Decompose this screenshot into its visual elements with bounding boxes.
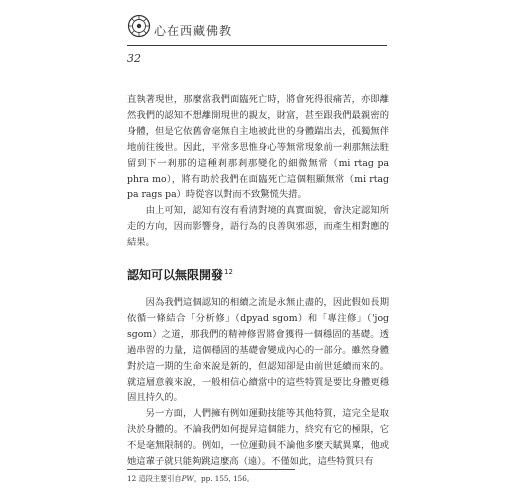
ornamental-emblem-icon [127,14,151,38]
running-title: 心在西藏佛教 [154,24,233,38]
footnote-number: 12 [127,474,137,483]
footnote-marker[interactable]: 12 [224,268,233,277]
footnote-source: PW [181,474,194,483]
header-rule [127,45,387,46]
paragraph-3: 因為我們這個認知的相續之流是永無止盡的，因此假如長期依循一條結合「分析修」（dpyad sgom）和「專注修」（'jog sgom）之道，那我們的精神修習將會獲得一個穩固的基礎。透過串習的力量，這個穩固的基礎會變成內心的一部分。雖然身體對於這一期的生命來說是新的，但認知卻是由前世延續而來的。就這層意義來說，一般相信心續當中的這些特質是要比身體更穩固且持久的。 [127,296,389,404]
section-heading-text: 認知可以無限開發 [127,268,224,283]
footnote [127,474,389,484]
paragraph-1: 直執著現世，那麼當我們面臨死亡時，將會死得很痛苦，亦即離然我們的認知不想離開現世的親友，財富，甚至跟我們最親密的身體，但是它依舊會毫無自主地被此世的身體踹出去，孤獨無伴地前往後世。因此，平常多思惟身心等無常現象前一剎那無法駐留到下一剎那的這種剎那剎那變化的細微無常（mi rtag pa phra mo），將有助於我們在面臨死亡這個粗顯無常（mi rtag pa rags pa）時從容以對而不致驚慌失措。 [127,94,389,201]
section-heading [127,265,389,284]
footnote-pages: ，pp. 155, 156。 [193,474,254,483]
paragraph-4: 另一方面，人們擁有例如運動技能等其他特質，這完全是取決於身體的。不論我們如何提昇這個能力，終究有它的極限，它不是毫無限制的。例如，一位運動員不論他多麼天賦異稟，他或她這輩子就只能夠跳這麼高（遠）。不僅如此，這些特質只有 [127,408,389,468]
main-text [127,92,389,470]
paragraph-2: 由上可知，認知有沒有看清對境的真實面貌，會決定認知所走的方向，因而影響身，語行為的良善與邪惡，而產生相對應的結果。 [127,205,389,249]
footnote-prefix: 這段主要引自 [138,474,182,483]
footnote-rule [127,469,295,470]
page-number: 32 [127,52,141,65]
page-header [0,0,520,80]
